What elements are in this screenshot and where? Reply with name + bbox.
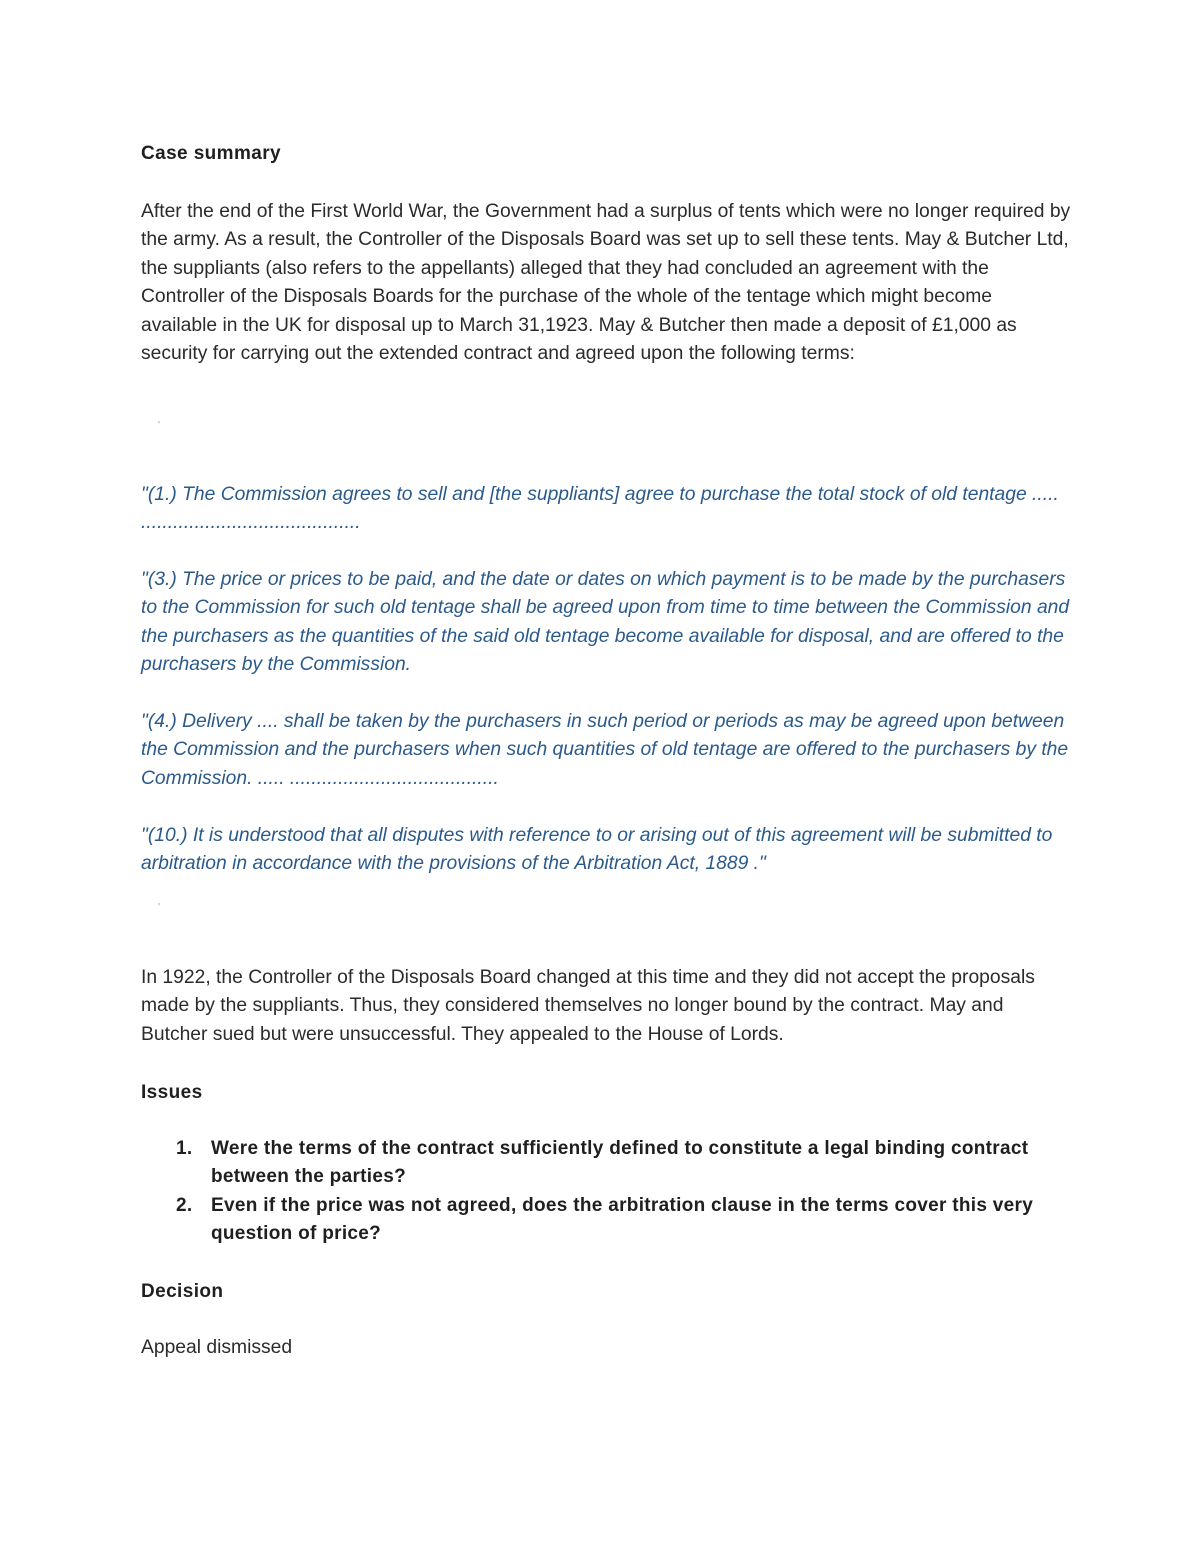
term-10: "(10.) It is understood that all disputes with reference to or arising out of this agreement will be submitted to arbitration in accordance with the provisions of the Arbitration Act, 1889 ." xyxy=(141,825,1053,875)
decision-text: Appeal dismissed xyxy=(141,1337,293,1358)
case-summary-heading: Case summary xyxy=(141,143,281,164)
term-1: "(1.) The Commission agrees to sell and [the suppliants] agree to purchase the total stock of old tentage ..... ......................................... xyxy=(141,484,1059,534)
list-number: 1. xyxy=(176,1138,193,1159)
issues-heading: Issues xyxy=(141,1082,203,1103)
decision-heading: Decision xyxy=(141,1281,224,1302)
issue-text: Were the terms of the contract sufficiently defined to constitute a legal binding contract between the parties? xyxy=(211,1138,1029,1188)
list-item xyxy=(141,1135,1041,1192)
list-item xyxy=(141,1192,1041,1249)
term-3: "(3.) The price or prices to be paid, and the date or dates on which payment is to be made by the purchasers to the Commission for such old tentage shall be agreed upon from time to time between the Commission and the purchasers as the quantities of the said old tentage become available for disposal, and are offered to the purchasers by the Commission. xyxy=(141,569,1070,676)
list-number: 2. xyxy=(176,1194,193,1216)
issue-text: Even if the price was not agreed, does the arbitration clause in the terms cover this very question of price? xyxy=(211,1194,1034,1245)
term-4: "(4.) Delivery .... shall be taken by the purchasers in such period or periods as may be agreed upon between the Commission and the purchasers when such quantities of old tentage are offered to the purchasers by the Commission. ..... ....................................... xyxy=(141,711,1069,789)
issues-list xyxy=(141,1135,1041,1249)
case-outcome: In 1922, the Controller of the Disposals Board changed at this time and they did not accept the proposals made by the suppliants. Thus, they considered themselves no longer bound by the contract. May and Butcher sued but were unsuccessful. They appealed to the House of Lords. xyxy=(141,967,1035,1045)
tick-mark: ' xyxy=(158,420,160,431)
tick-mark: ' xyxy=(158,902,160,913)
case-summary-intro: After the end of the First World War, the Government had a surplus of tents which were no longer required by the army. As a result, the Controller of the Disposals Board was set up to sell these tents. May & Butcher Ltd, the suppliants (also refers to the appellants) alleged that they had concluded an agreement with the Controller of the Disposals Boards for the purchase of the whole of the tentage which might become available in the UK for disposal up to March 31,1923. May & Butcher then made a deposit of £1,000 as security for carrying out the extended contract and agreed upon the following terms: xyxy=(141,201,1071,365)
